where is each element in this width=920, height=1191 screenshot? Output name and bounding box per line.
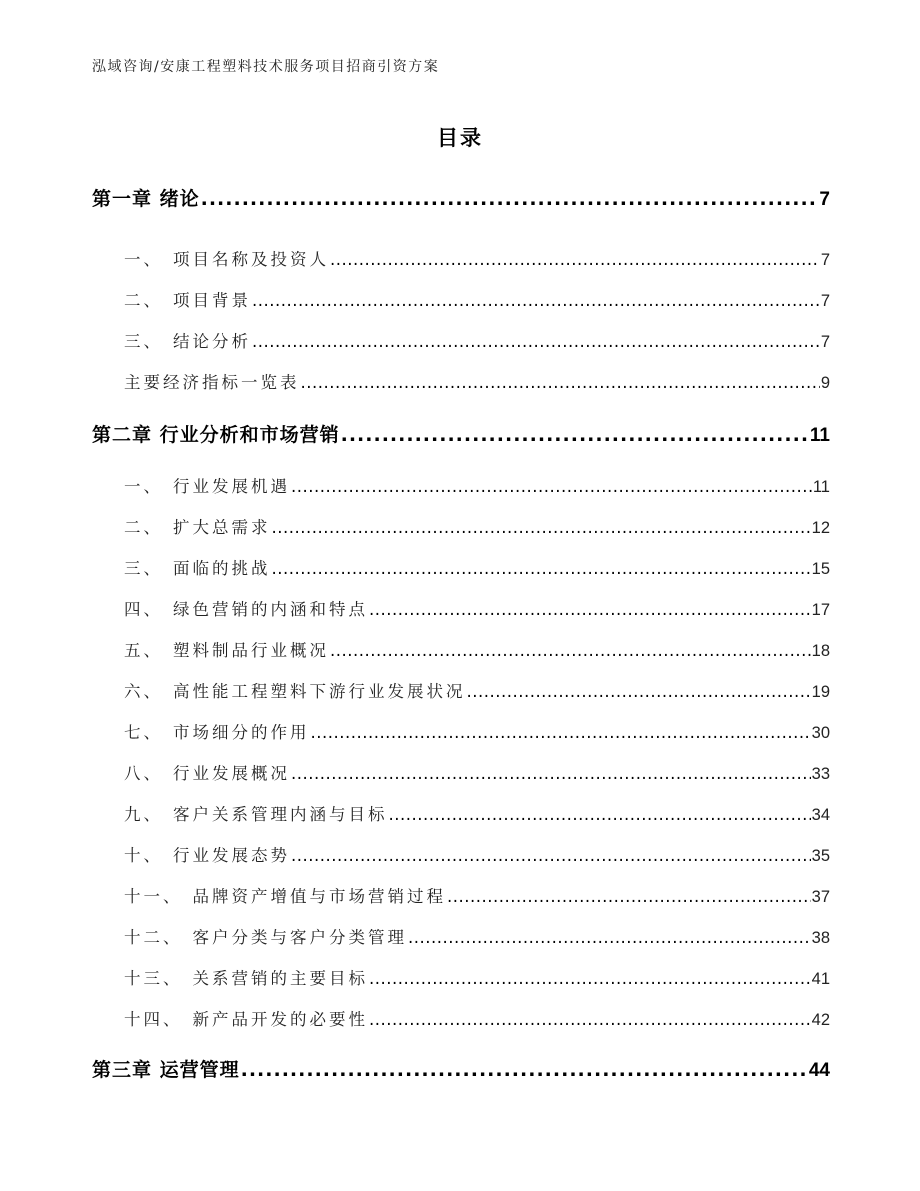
toc-entry-number: 二、	[124, 518, 163, 537]
document-header: 泓域咨询/安康工程塑料技术服务项目招商引资方案	[92, 59, 440, 75]
toc-entry-text: 扩大总需求	[173, 518, 271, 537]
toc-entry-text: 项目背景	[173, 291, 251, 310]
toc-entry-label	[124, 473, 290, 497]
toc-entry-text: 项目名称及投资人	[173, 250, 329, 269]
dot-leader	[447, 887, 811, 906]
toc-section-entry[interactable]	[124, 246, 830, 270]
toc-entry-label	[124, 287, 251, 311]
toc-chapter-entry[interactable]	[92, 184, 830, 211]
toc-section-entry[interactable]	[124, 965, 830, 989]
toc-entry-text: 第二章 行业分析和市场营销	[92, 424, 340, 446]
toc-entry-text: 主要经济指标一览表	[124, 373, 300, 392]
toc-page-number: 7	[820, 292, 830, 310]
toc-page-number: 18	[811, 642, 830, 660]
dot-leader	[369, 600, 811, 619]
toc-entry-label	[124, 801, 388, 825]
toc-entry-number: 六、	[124, 682, 163, 701]
toc-section-entry[interactable]	[124, 883, 830, 907]
toc-section-entry[interactable]	[124, 369, 830, 393]
toc-page-number: 7	[819, 189, 830, 210]
toc-entry-text: 行业发展概况	[173, 764, 290, 783]
toc-page-number: 11	[809, 425, 830, 446]
toc-entry-label	[92, 1055, 240, 1082]
toc-entry-number: 三、	[124, 332, 163, 351]
toc-section-entry[interactable]	[124, 760, 830, 784]
toc-entry-text: 新产品开发的必要性	[192, 1010, 368, 1029]
toc-page-number: 44	[808, 1060, 830, 1081]
toc-section-entry[interactable]	[124, 328, 830, 352]
toc-section-entry[interactable]	[124, 596, 830, 620]
toc-entry-number: 九、	[124, 805, 163, 824]
toc-entry-number: 一、	[124, 477, 163, 496]
dot-leader	[369, 1010, 811, 1029]
toc-section-entry[interactable]	[124, 801, 830, 825]
toc-page-number: 11	[812, 478, 830, 496]
toc-section-entry[interactable]	[124, 514, 830, 538]
dot-leader	[272, 518, 811, 537]
toc-entry-text: 行业发展态势	[173, 846, 290, 865]
toc-section-entry[interactable]	[124, 924, 830, 948]
toc-section-entry[interactable]	[124, 1006, 830, 1030]
toc-entry-number: 五、	[124, 641, 163, 660]
toc-entry-label	[92, 420, 340, 447]
toc-entry-label	[92, 184, 200, 211]
toc-entry-number: 四、	[124, 600, 163, 619]
toc-entry-number: 八、	[124, 764, 163, 783]
toc-entry-number: 十一、	[124, 887, 183, 906]
toc-entry-text: 行业发展机遇	[173, 477, 290, 496]
toc-entry-text: 第三章 运营管理	[92, 1059, 240, 1081]
toc-entry-label	[124, 555, 271, 579]
toc-entry-label	[124, 514, 271, 538]
toc-entry-label	[124, 842, 290, 866]
toc-section-entry[interactable]	[124, 287, 830, 311]
toc-entry-text: 结论分析	[173, 332, 251, 351]
dot-leader	[389, 805, 811, 824]
toc-section-entry[interactable]	[124, 678, 830, 702]
toc-page-number: 38	[811, 929, 830, 947]
toc-entry-label	[124, 596, 368, 620]
dot-leader	[252, 291, 820, 310]
toc-entry-text: 面临的挑战	[173, 559, 271, 578]
toc-entry-number: 二、	[124, 291, 163, 310]
toc-page-number: 9	[820, 374, 830, 392]
toc-section-entry[interactable]	[124, 842, 830, 866]
toc-entry-number: 七、	[124, 723, 163, 742]
toc-page-number: 30	[811, 724, 830, 742]
dot-leader	[408, 928, 811, 947]
toc-page-number: 7	[820, 333, 830, 351]
toc-page-number: 37	[811, 888, 830, 906]
dot-leader	[201, 188, 819, 210]
toc-page-number: 15	[811, 560, 830, 578]
toc-entry-label	[124, 965, 368, 989]
toc-entry-label	[124, 883, 446, 907]
toc-section-entry[interactable]	[124, 637, 830, 661]
toc-page-number: 35	[811, 847, 830, 865]
dot-leader	[241, 1059, 808, 1081]
toc-entry-number: 三、	[124, 559, 163, 578]
toc-page-number: 19	[811, 683, 830, 701]
toc-page-number: 12	[811, 519, 830, 537]
dot-leader	[330, 641, 811, 660]
dot-leader	[252, 332, 820, 351]
dot-leader	[369, 969, 811, 988]
toc-entry-text: 高性能工程塑料下游行业发展状况	[173, 682, 466, 701]
toc-entry-number: 十二、	[124, 928, 183, 947]
toc-entry-text: 市场细分的作用	[173, 723, 310, 742]
dot-leader	[301, 373, 820, 392]
toc-entry-number: 十四、	[124, 1010, 183, 1029]
toc-entry-label	[124, 328, 251, 352]
dot-leader	[311, 723, 811, 742]
toc-entry-number: 十、	[124, 846, 163, 865]
dot-leader	[341, 424, 809, 446]
toc-entry-label	[124, 760, 290, 784]
dot-leader	[467, 682, 811, 701]
toc-entry-label	[124, 246, 329, 270]
toc-entry-label	[124, 637, 329, 661]
dot-leader	[291, 764, 811, 783]
toc-page-number: 41	[811, 970, 830, 988]
toc-page-number: 42	[811, 1011, 830, 1029]
toc-entry-label	[124, 1006, 368, 1030]
toc-entry-text: 塑料制品行业概况	[173, 641, 329, 660]
toc-entry-number: 一、	[124, 250, 163, 269]
toc-entry-text: 客户分类与客户分类管理	[192, 928, 407, 947]
toc-entry-label	[124, 678, 466, 702]
dot-leader	[330, 250, 820, 269]
toc-entry-number: 十三、	[124, 969, 183, 988]
toc-chapter-entry[interactable]	[92, 1055, 830, 1082]
toc-entry-text: 客户关系管理内涵与目标	[173, 805, 388, 824]
dot-leader	[291, 846, 811, 865]
toc-page-number: 33	[811, 765, 830, 783]
toc-page-number: 7	[820, 251, 830, 269]
dot-leader	[291, 477, 812, 496]
toc-page-number: 34	[811, 806, 830, 824]
toc-entry-label	[124, 719, 310, 743]
toc-entry-label	[124, 924, 407, 948]
toc-entry-text: 第一章 绪论	[92, 188, 200, 210]
toc-chapter-entry[interactable]	[92, 420, 830, 447]
toc-entry-text: 品牌资产增值与市场营销过程	[192, 887, 446, 906]
toc-section-entry[interactable]	[124, 555, 830, 579]
toc-entry-text: 关系营销的主要目标	[192, 969, 368, 988]
toc-entry-label	[124, 369, 300, 393]
toc-section-entry[interactable]	[124, 473, 830, 497]
toc-page-number: 17	[811, 601, 830, 619]
toc-section-entry[interactable]	[124, 719, 830, 743]
dot-leader	[272, 559, 811, 578]
toc-title: 目录	[437, 126, 483, 150]
toc-entry-text: 绿色营销的内涵和特点	[173, 600, 368, 619]
